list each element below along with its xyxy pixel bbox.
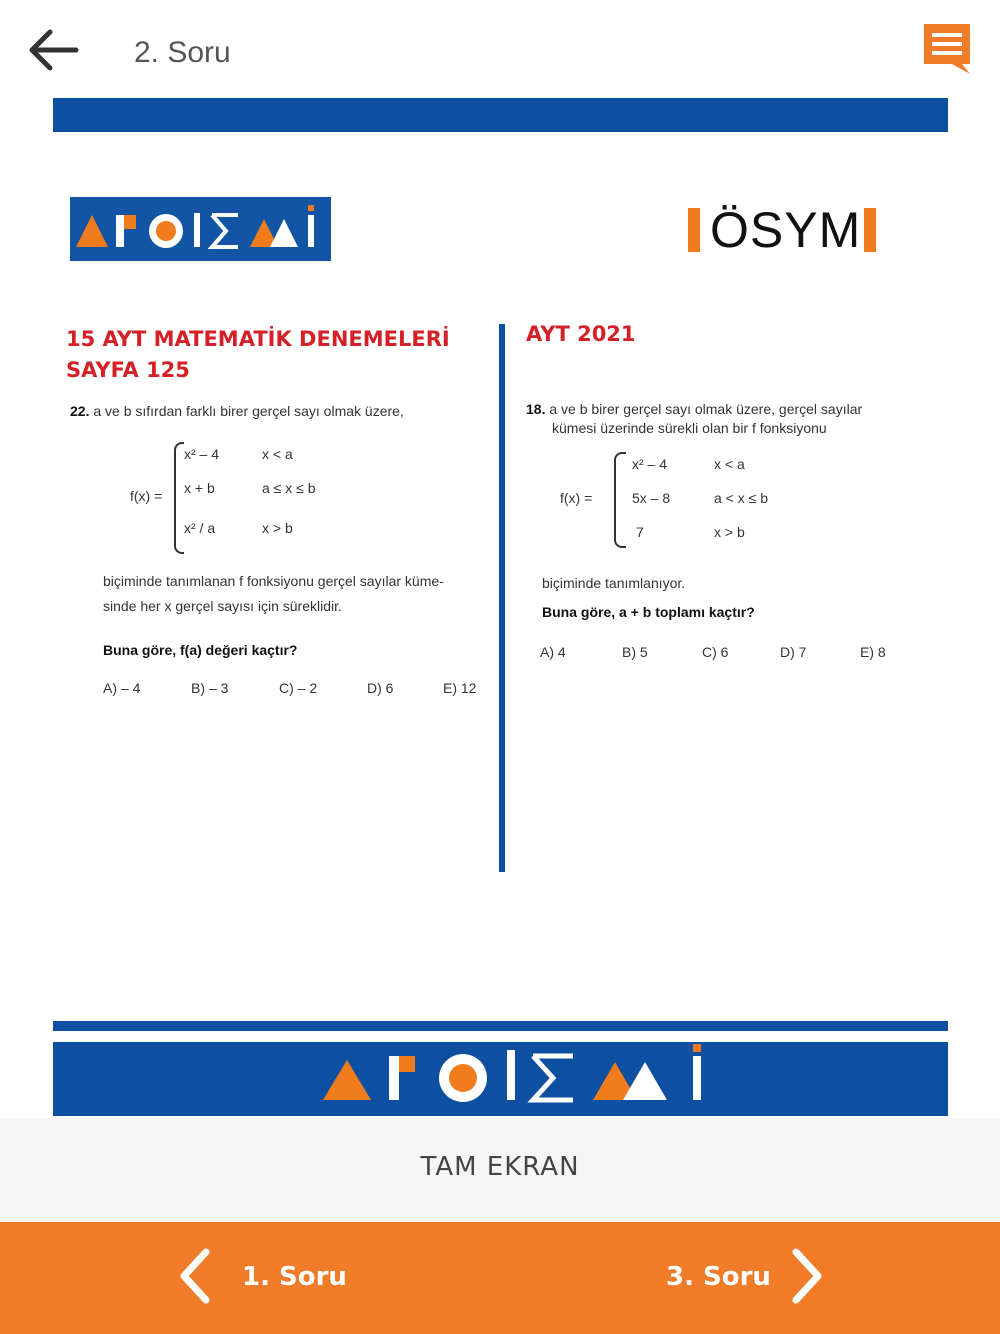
right-option-c: C) 6 [702, 644, 729, 660]
right-options [540, 644, 940, 664]
left-desc-line1: biçiminde tanımlanan f fonksiyonu gerçel sayılar küme- [103, 573, 444, 589]
right-question-ask: Buna göre, a + b toplamı kaçtır? [542, 604, 755, 620]
bottom-thin-band [53, 1021, 948, 1031]
left-option-b: B) – 3 [191, 680, 229, 696]
next-question-button[interactable] [660, 1246, 830, 1306]
left-row2-expr: x + b [184, 480, 215, 496]
right-option-e: E) 8 [860, 644, 886, 660]
left-row1-expr: x² – 4 [184, 446, 220, 462]
comment-icon [920, 20, 976, 76]
right-row3-expr: 7 [636, 524, 644, 540]
left-question-number: 22. [70, 403, 90, 419]
osym-left-bar [688, 208, 700, 252]
left-option-a: A) – 4 [103, 680, 141, 696]
right-option-a: A) 4 [540, 644, 566, 660]
left-heading-line1: 15 AYT MATEMATİK DENEMELERİ [66, 327, 450, 351]
left-question-intro [70, 402, 490, 421]
right-intro-line1: a ve b birer gerçel sayı olmak üzere, gerçel sayılar [549, 401, 863, 417]
back-button[interactable] [24, 22, 84, 78]
osym-right-bar [864, 208, 876, 252]
left-brace [174, 442, 184, 554]
fullscreen-label: TAM EKRAN [420, 1152, 580, 1182]
left-option-e: E) 12 [443, 680, 477, 696]
right-row1-cond: x < a [714, 456, 745, 472]
question-page [0, 96, 1000, 1118]
chevron-right-icon [786, 1246, 826, 1306]
top-app-bar [0, 0, 1000, 97]
right-intro-line2: kümesi üzerinde sürekli olan bir f fonksiyonu [552, 420, 827, 436]
right-question-intro [526, 400, 946, 438]
left-row1-cond: x < a [262, 446, 293, 462]
column-divider [499, 324, 505, 872]
bottom-navigation [0, 1222, 1000, 1334]
right-row2-cond: a < x ≤ b [714, 490, 768, 506]
apotemi-logo [70, 197, 331, 261]
left-question-ask: Buna göre, f(a) değeri kaçtır? [103, 642, 298, 658]
top-blue-band [53, 98, 948, 132]
previous-question-button[interactable] [176, 1246, 356, 1306]
left-row2-cond: a ≤ x ≤ b [262, 480, 316, 496]
left-fx-label: f(x) = [130, 488, 163, 504]
left-row3-expr: x² / a [184, 520, 216, 536]
next-question-label: 3. Soru [666, 1262, 771, 1292]
left-option-c: C) – 2 [279, 680, 318, 696]
bottom-logo-band [53, 1042, 948, 1116]
left-description [103, 572, 493, 616]
right-brace [614, 452, 626, 548]
comment-button[interactable] [920, 20, 976, 76]
apotemi-logo-graphic [70, 197, 331, 261]
right-option-b: B) 5 [622, 644, 648, 660]
previous-question-label: 1. Soru [242, 1262, 347, 1292]
right-row1-expr: x² – 4 [632, 456, 668, 472]
right-heading: AYT 2021 [526, 322, 636, 346]
right-fx-label: f(x) = [560, 490, 593, 506]
right-option-d: D) 7 [780, 644, 807, 660]
fullscreen-button[interactable] [0, 1118, 1000, 1222]
right-question-number: 18. [526, 401, 546, 417]
right-row2-expr: 5x – 8 [632, 490, 671, 506]
right-row3-cond: x > b [714, 524, 745, 540]
arrow-left-icon [24, 22, 84, 78]
left-heading [66, 324, 450, 386]
left-intro-text: a ve b sıfırdan farklı birer gerçel sayı olmak üzere, [93, 403, 404, 419]
left-option-d: D) 6 [367, 680, 394, 696]
apotemi-logo-bottom [53, 1042, 948, 1116]
left-heading-line2: SAYFA 125 [66, 358, 190, 382]
osym-text: ÖSYM [710, 202, 862, 258]
left-options [103, 680, 493, 700]
left-desc-line2: sinde her x gerçel sayısı için süreklidir. [103, 598, 342, 614]
right-description: biçiminde tanımlanıyor. [542, 575, 686, 591]
chevron-left-icon [176, 1246, 216, 1306]
page-title: 2. Soru [134, 36, 231, 69]
left-row3-cond: x > b [262, 520, 293, 536]
